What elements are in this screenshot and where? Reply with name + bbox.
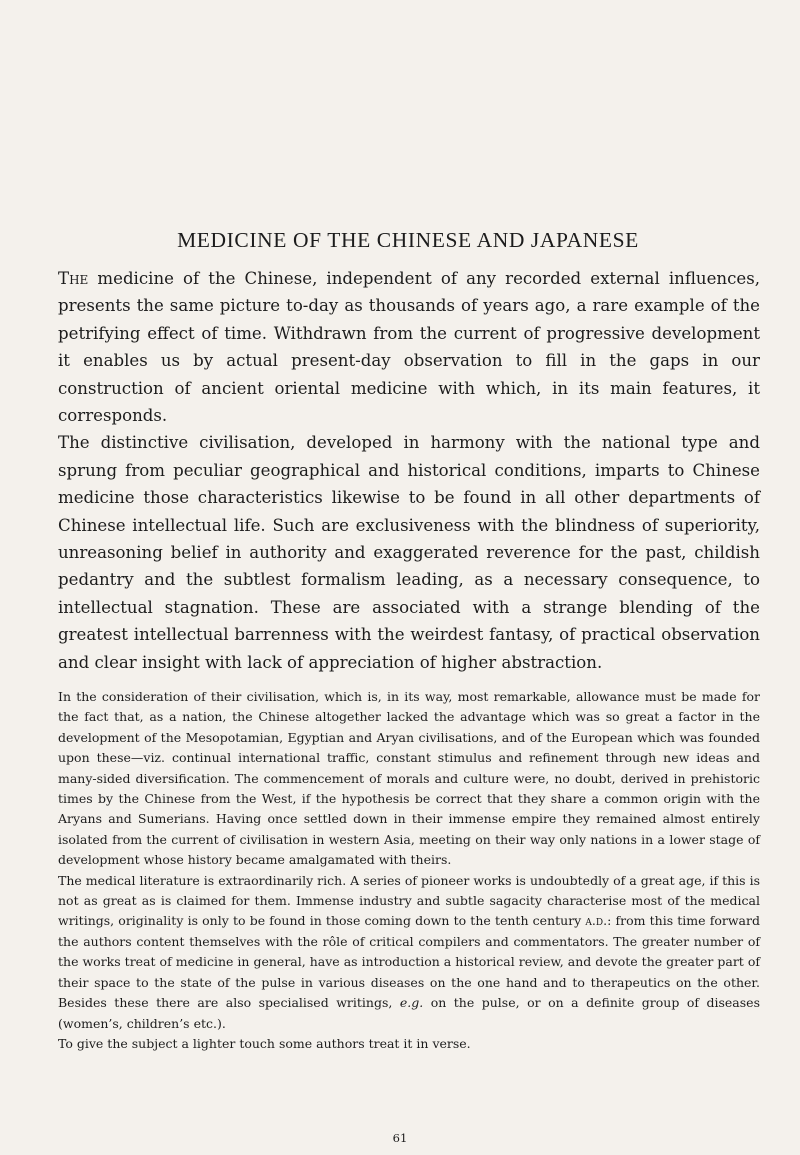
page-number: 61 <box>392 1131 408 1145</box>
literature-text-b: : from this time forward the authors content themselves with the rôle of critical compilers and commentators. The greater number of the works treat of medicine in general, have as introduction a historical review, and devote the greater part of their space to the state of the pulse in various diseases on the one hand and to therapeutics on the other. Besides these there are also specialised writings, <box>58 913 760 1011</box>
verse-paragraph: To give the subject a lighter touch some authors treat it in verse. <box>58 1035 471 1051</box>
era-abbreviation: a.d. <box>585 913 608 929</box>
intro-paragraph <box>58 265 760 429</box>
civilisation-paragraph: The distinctive civilisation, developed in harmony with the national type and sprung from peculiar geographical and historical conditions, imparts to Chinese medicine those characteristics likewise to be found in all other departments of Chinese intellectual life. Such are exclusiveness with the blindness of superiority, unreasoning belief in authority and exaggerated reverence for the past, childish pedantry and the subtlest formalism leading, as a necessary consequence, to intellectual stagnation. These are associated with a strange blending of the greatest intellectual barrenness with the weirdest fantasy, of practical observation and clear insight with lack of appreciation of higher abstraction. <box>58 433 760 672</box>
chapter-title: MEDICINE OF THE CHINESE AND JAPANESE <box>177 228 639 252</box>
eg-abbreviation: e.g. <box>399 995 424 1011</box>
small-print-text <box>58 687 760 1054</box>
literature-paragraph <box>58 871 760 1034</box>
main-text <box>58 265 760 676</box>
intro-lead-word: The <box>58 269 89 288</box>
literature-text-c: on the pulse, or on a definite group of diseases (women’s, children’s etc.). <box>58 995 760 1031</box>
isolation-paragraph: In the consideration of their civilisation, which is, in its way, most remarkable, allowance must be made for the fact that, as a nation, the Chinese altogether lacked the advantage which was so great a factor in the development of the Mesopotamian, Egyptian and Aryan civilisations, and of the European which was founded upon these—viz. continual international traffic, constant stimulus and refinement through new ideas and many-sided diversification. The commencement of morals and culture were, no doubt, derived in prehistoric times by the Chinese from the West, if the hypothesis be correct that they share a common origin with the Aryans and Sumerians. Having once settled down in their immense empire they remained almost entirely isolated from the current of civilisation in western Asia, meeting on their way only nations in a lower stage of development whose history became amalgamated with theirs. <box>58 689 760 868</box>
literature-text-a: The medical literature is extraordinarily rich. A series of pioneer works is undoubtedly of a great age, if this is not as great as is claimed for them. Immense industry and subtle sagacity characterise most of the medical writings, originality is only to be found in those coming down to the tenth century <box>58 872 760 929</box>
intro-text: medicine of the Chinese, independent of any recorded external influences, presents the same picture to-day as thousands of years ago, a rare example of the petrifying effect of time. Withdrawn from the current of progressive development it enables us by actual present-day observation to fill in the gaps in our construction of ancient oriental medicine with which, in its main features, it corresponds. <box>58 269 760 426</box>
